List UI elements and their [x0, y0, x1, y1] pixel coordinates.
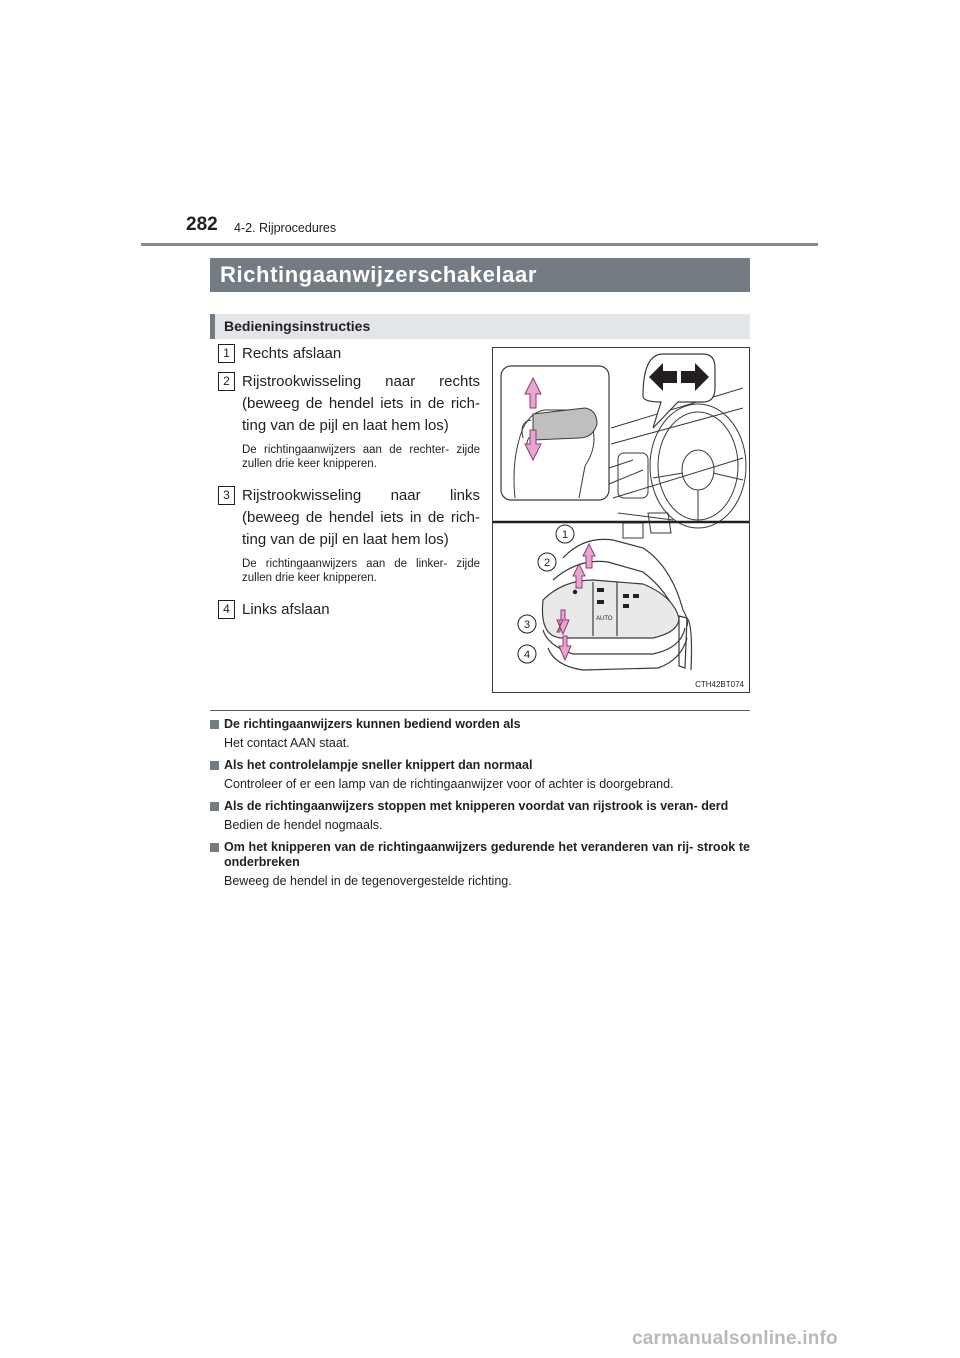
figure-code: CTH42BT074 — [695, 680, 744, 689]
note-item — [210, 758, 750, 792]
note-title — [210, 840, 750, 870]
note-bullet-icon — [210, 843, 219, 852]
note-item — [210, 799, 750, 833]
note-title-text: Als de richtingaanwijzers stoppen met knipperen voordat van rijstrook is veran- derd — [224, 799, 729, 813]
section-reference: 4-2. Rijprocedures — [234, 221, 337, 235]
instruction-steps — [218, 343, 480, 627]
turn-signal-illustration — [493, 348, 749, 692]
header-rule — [141, 243, 818, 246]
callout-number: 4 — [523, 649, 531, 661]
callout-number: 3 — [523, 619, 531, 631]
step-text: Links afslaan — [242, 601, 330, 618]
step-note: De richtingaanwijzers aan de linker- zijde zullen drie keer knipperen. — [242, 558, 480, 584]
steering-wheel-icon — [611, 388, 746, 538]
step-number: 2 — [218, 372, 235, 391]
note-title-text: De richtingaanwijzers kunnen bediend worden als — [224, 717, 521, 731]
note-bullet-icon — [210, 802, 219, 811]
hand-on-lever-inset — [501, 366, 609, 500]
left-right-arrows-icon — [643, 354, 715, 428]
turn-signal-figure — [492, 347, 750, 693]
step-text: Rijstrookwisseling naar rechts (beweeg de hendel iets in de rich- ting van de pijl en laat hem los) — [242, 373, 480, 434]
callout-number: 1 — [561, 529, 569, 541]
notes-rule — [210, 710, 750, 711]
note-body: Beweeg de hendel in de tegenovergestelde richting. — [224, 874, 512, 888]
step-item — [218, 599, 480, 621]
note-title-text: Als het controlelampje sneller knippert dan normaal — [224, 758, 533, 772]
note-body: Bedien de hendel nogmaals. — [224, 818, 383, 832]
page-number: 282 — [186, 214, 218, 235]
note-title — [210, 717, 750, 732]
lever-auto-label: AUTO — [596, 616, 613, 622]
note-bullet-icon — [210, 761, 219, 770]
step-item — [218, 371, 480, 471]
step-number: 4 — [218, 600, 235, 619]
step-item — [218, 485, 480, 585]
note-title — [210, 758, 750, 773]
note-body: Het contact AAN staat. — [224, 736, 350, 750]
step-text: Rechts afslaan — [242, 345, 342, 362]
step-note: De richtingaanwijzers aan de rechter- zijde zullen drie keer knipperen. — [242, 444, 480, 470]
step-item — [218, 343, 480, 365]
page-title: Richtingaanwijzerschakelaar — [210, 258, 750, 292]
watermark: carmanualsonline.info — [632, 1328, 838, 1349]
section-subtitle: Bedieningsinstructies — [210, 314, 750, 339]
note-bullet-icon — [210, 720, 219, 729]
notes-section — [210, 717, 750, 896]
step-text: Rijstrookwisseling naar links (beweeg de hendel iets in de rich- ting van de pijl en laat hem los) — [242, 487, 480, 548]
note-title — [210, 799, 750, 814]
note-body: Controleer of er een lamp van de richtingaanwijzer voor of achter is doorgebrand. — [224, 777, 674, 791]
lever-callout-lines — [609, 460, 643, 484]
note-title-text: Om het knipperen van de richtingaanwijzers gedurende het veranderen van rij- strook te onderbreken — [224, 840, 750, 869]
note-item — [210, 717, 750, 751]
callout-number: 2 — [543, 557, 551, 569]
step-number: 1 — [218, 344, 235, 363]
step-number: 3 — [218, 486, 235, 505]
note-item — [210, 840, 750, 889]
